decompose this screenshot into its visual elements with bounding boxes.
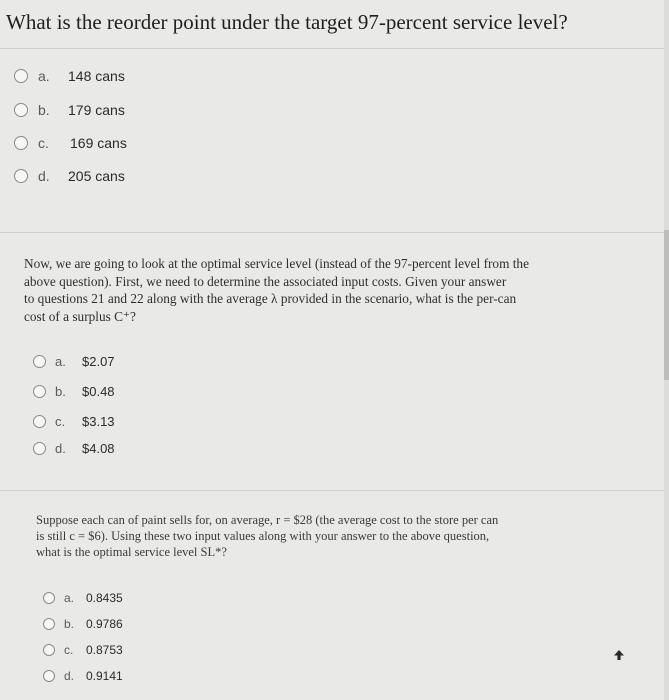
radio-button[interactable] — [33, 415, 46, 428]
radio-button[interactable] — [43, 670, 55, 682]
option-letter: c. — [38, 135, 49, 151]
question-line: Suppose each can of paint sells for, on average, r = $28 (the average cost to the store per can — [36, 513, 499, 527]
radio-button[interactable] — [14, 169, 28, 183]
option-text: $2.07 — [82, 354, 115, 369]
option-text: 169 cans — [70, 135, 127, 151]
scrollbar-thumb[interactable] — [664, 230, 669, 380]
radio-button[interactable] — [14, 103, 28, 117]
option-letter: b. — [55, 384, 66, 399]
radio-button[interactable] — [43, 618, 55, 630]
q2-option-a[interactable] — [33, 354, 115, 369]
option-letter: d. — [64, 669, 75, 683]
radio-button[interactable] — [43, 644, 55, 656]
q3-option-c[interactable] — [43, 643, 123, 657]
option-text: 179 cans — [68, 102, 125, 118]
option-text: $3.13 — [82, 414, 115, 429]
option-text: $0.48 — [82, 384, 115, 399]
option-letter: b. — [38, 102, 50, 118]
option-letter: a. — [38, 68, 50, 84]
question-1-title: What is the reorder point under the target 97-percent service level? — [6, 10, 568, 34]
radio-button[interactable] — [14, 136, 28, 150]
arrow-up-icon-glyph — [612, 648, 626, 662]
q3-option-b[interactable] — [43, 617, 123, 631]
option-letter: b. — [64, 617, 75, 631]
q3-option-a[interactable] — [43, 591, 123, 605]
q1-option-d[interactable] — [14, 168, 125, 184]
divider — [0, 232, 669, 233]
arrow-up-icon[interactable] — [612, 648, 626, 667]
question-line: Now, we are going to look at the optimal service level (instead of the 97-percent level from the — [24, 256, 529, 271]
q3-option-d[interactable] — [43, 669, 123, 683]
q2-option-d[interactable] — [33, 441, 115, 456]
divider — [0, 48, 669, 49]
question-line: what is the optimal service level SL*? — [36, 545, 227, 559]
q2-option-b[interactable] — [33, 384, 115, 399]
option-text: 148 cans — [68, 68, 125, 84]
divider — [0, 490, 669, 491]
option-letter: d. — [38, 168, 50, 184]
question-2-text — [24, 255, 529, 325]
option-text: 0.9786 — [86, 617, 123, 631]
option-letter: a. — [64, 591, 75, 605]
option-text: $4.08 — [82, 441, 115, 456]
question-line: above question). First, we need to determine the associated input costs. Given your answer — [24, 273, 507, 289]
option-letter: a. — [55, 354, 66, 369]
question-line: to questions 21 and 22 along with the average λ provided in the scenario, what is the per-can — [24, 291, 517, 306]
option-text: 0.8435 — [86, 591, 123, 605]
radio-button[interactable] — [33, 442, 46, 455]
radio-button[interactable] — [33, 385, 46, 398]
option-text: 205 cans — [68, 168, 125, 184]
question-3-text — [36, 512, 498, 560]
option-letter: c. — [64, 643, 74, 657]
option-text: 0.8753 — [86, 643, 123, 657]
radio-button[interactable] — [43, 592, 55, 604]
radio-button[interactable] — [33, 355, 46, 368]
radio-button[interactable] — [14, 69, 28, 83]
option-letter: d. — [55, 441, 66, 456]
q1-option-a[interactable] — [14, 68, 125, 84]
question-line: cost of a surplus C⁺? — [24, 308, 136, 324]
q1-option-c[interactable] — [14, 135, 127, 151]
q1-option-b[interactable] — [14, 102, 125, 118]
q2-option-c[interactable] — [33, 414, 115, 429]
option-letter: c. — [55, 414, 66, 429]
question-line: is still c = $6). Using these two input values along with your answer to the above question, — [36, 529, 490, 543]
option-text: 0.9141 — [86, 669, 123, 683]
